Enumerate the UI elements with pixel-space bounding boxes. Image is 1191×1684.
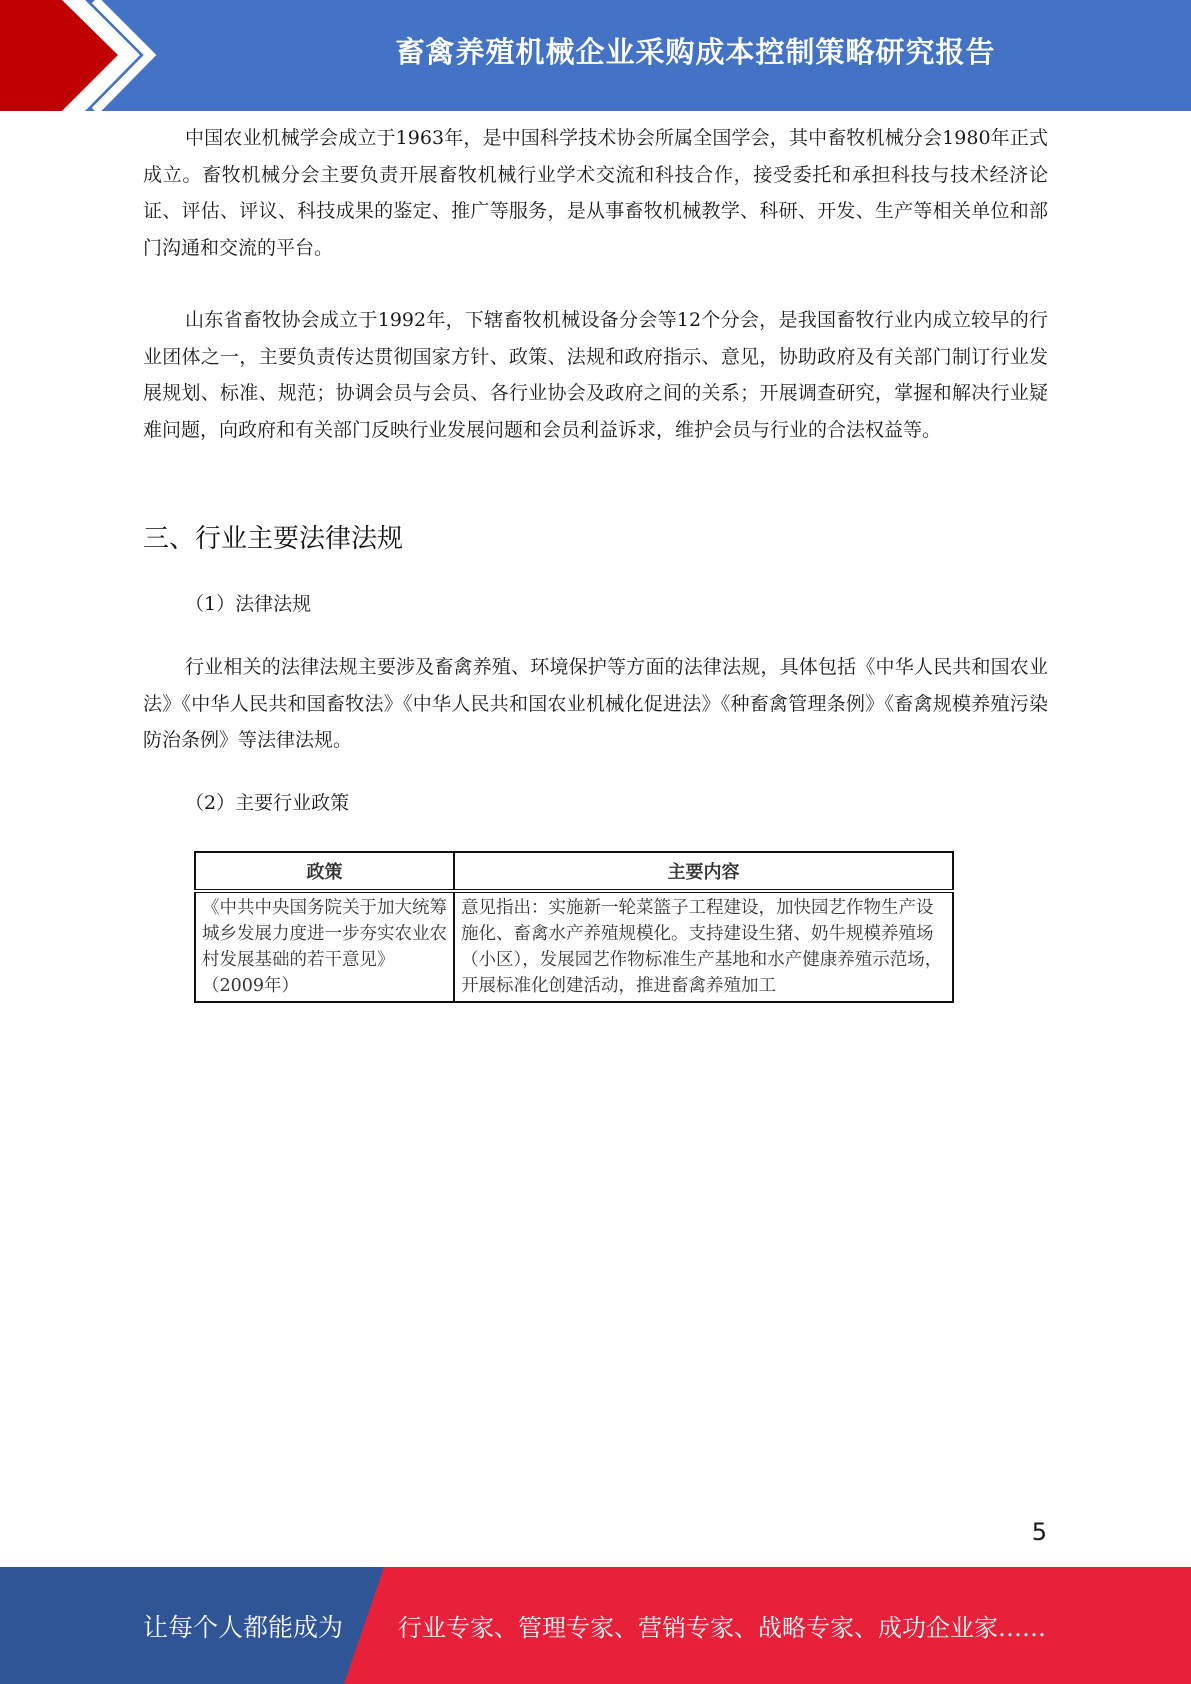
paragraph-agri-machinery-society: 中国农业机械学会成立于1963年，是中国科学技术协会所属全国学会，其中畜牧机械分会1980年正式成立。畜牧机械分会主要负责开展畜牧机械行业学术交流和科技合作，接受委托和承担科技与技术经济论证、评估、评议、科技成果的鉴定、推广等服务，是从事畜牧机械教学、科研、开发、生产等相关单位和部门沟通和交流的平台。 — [143, 127, 1048, 259]
page-number: 5 — [1031, 1518, 1047, 1546]
table-header-content: 主要内容 — [454, 852, 953, 891]
sub-heading-laws: （1）法律法规 — [185, 593, 312, 615]
paragraph-laws: 行业相关的法律法规主要涉及畜禽养殖、环境保护等方面的法律法规，具体包括《中华人民共和国农业法》《中华人民共和国畜牧法》《中华人民共和国农业机械化促进法》《种畜禽管理条例》《畜禽规模养殖污染防治条例》等法律法规。 — [143, 656, 1048, 751]
paragraph-shandong-association: 山东省畜牧协会成立于1992年，下辖畜牧机械设备分会等12个分会，是我国畜牧行业内成立较早的行业团体之一，主要负责传达贯彻国家方针、政策、法规和政府指示、意见，协助政府及有关部门制订行业发展规划、标准、规范；协调会员与会员、各行业协会及政府之间的关系；开展调查研究，掌握和解决行业疑难问题，向政府和有关部门反映行业发展问题和会员利益诉求，维护会员与行业的合法权益等。 — [143, 309, 1048, 441]
sub-heading-policies: （2）主要行业政策 — [185, 792, 350, 814]
table-cell-content: 意见指出：实施新一轮菜篮子工程建设，加快园艺作物生产设施化、畜禽水产养殖规模化。支持建设生猪、奶牛规模养殖场（小区），发展园艺作物标准生产基地和水产健康养殖示范场，开展标准化创建活动，推进畜禽养殖加工 — [454, 891, 953, 1002]
footer-banner — [0, 1567, 1191, 1684]
footer-slogan-right: 行业专家、管理专家、营销专家、战略专家、成功企业家…… — [398, 1614, 1046, 1642]
footer-slogan-left: 让每个人都能成为 — [143, 1612, 344, 1642]
table-header-row — [195, 852, 953, 891]
policy-table — [194, 851, 954, 1003]
report-title: 畜禽养殖机械企业采购成本控制策略研究报告 — [395, 34, 996, 69]
section-heading: 三、行业主要法律法规 — [143, 524, 404, 554]
table-row — [195, 891, 953, 1002]
table-header-policy: 政策 — [195, 852, 454, 891]
table-cell-policy: 《中共中央国务院关于加大统筹城乡发展力度进一步夯实农业农村发展基础的若干意见》（2009年） — [195, 891, 454, 1002]
header-banner — [0, 0, 1191, 111]
